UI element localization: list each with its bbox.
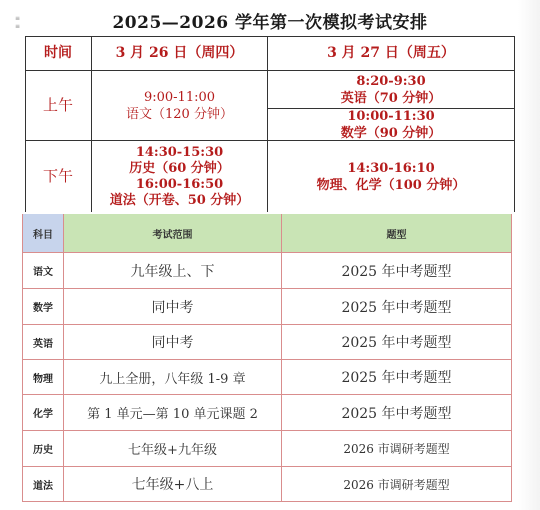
page-edge-shade: [518, 0, 540, 510]
morning-day2-slot2-time: 10:00-11:30: [347, 108, 435, 124]
subject-type: 2026 市调研考题型: [343, 442, 450, 456]
afternoon-day2-time: 14:30-16:10: [347, 160, 435, 176]
subject-name: 英语: [33, 338, 53, 350]
morning-day1-subject: 语文（120 分钟）: [126, 106, 233, 122]
subjects-table: [22, 214, 512, 502]
subject-range: 九上全册，八年级 1-9 章: [99, 371, 246, 387]
subject-type: 2025 年中考题型: [341, 263, 452, 280]
subject-name: 语文: [33, 267, 53, 278]
subject-type: 2026 市调研考题型: [343, 477, 450, 492]
afternoon-day1-time2: 16:00-16:50: [135, 176, 224, 192]
morning-day2-slot1: [268, 71, 514, 108]
afternoon-day1-subject2: 道法（开卷、50 分钟）: [109, 192, 250, 208]
morning-day2-slot1-subject: 英语（70 分钟）: [340, 90, 442, 106]
header-day2: 3 月 27 日（周五）: [327, 44, 455, 61]
subject-range: 同中考: [151, 335, 194, 351]
morning-label: 上午: [42, 96, 73, 114]
morning-day2-slot2: [268, 109, 514, 140]
subject-range: 第 1 单元—第 10 单元课题 2: [87, 407, 258, 422]
morning-day1-time: 9:00-11:00: [143, 89, 216, 105]
schedule-table: [25, 36, 515, 212]
afternoon-day2: [268, 141, 514, 212]
subject-type: 2025 年中考题型: [341, 299, 452, 316]
afternoon-day1-subject1: 历史（60 分钟）: [129, 160, 230, 176]
subject-name: 道法: [33, 480, 53, 492]
afternoon-day2-subject: 物理、化学（100 分钟）: [316, 177, 466, 193]
subject-name: 历史: [33, 445, 53, 456]
header-day1: 3 月 26 日（周四）: [115, 44, 244, 61]
header-time: 时间: [44, 44, 72, 61]
header-subject: 科目: [33, 229, 53, 241]
subject-name: 化学: [33, 409, 53, 420]
subject-range: 七年级+九年级: [128, 443, 217, 458]
subject-name: 物理: [33, 373, 53, 385]
subject-type: 2025 年中考题型: [341, 405, 452, 422]
header-type: 题型: [386, 229, 407, 241]
subject-range: 七年级+八上: [131, 477, 214, 493]
morning-day2-slot2-subject: 数学（90 分钟）: [340, 125, 442, 141]
header-range: 考试范围: [152, 229, 193, 241]
subject-type: 2025 年中考题型: [341, 370, 452, 386]
subject-name: 数学: [33, 303, 53, 314]
corner-mark-icon: ≡ ≡: [14, 15, 21, 30]
morning-day1: [92, 71, 267, 140]
subject-range: 同中考: [151, 299, 194, 316]
subject-range: 九年级上、下: [130, 263, 215, 280]
subject-type: 2025 年中考题型: [341, 335, 452, 351]
morning-day2-slot1-time: 8:20-9:30: [356, 73, 426, 89]
page-title: 2025—2026 学年第一次模拟考试安排: [112, 13, 428, 33]
afternoon-label: 下午: [42, 167, 73, 185]
afternoon-day1: [92, 141, 267, 212]
afternoon-day1-time1: 14:30-15:30: [135, 144, 224, 160]
